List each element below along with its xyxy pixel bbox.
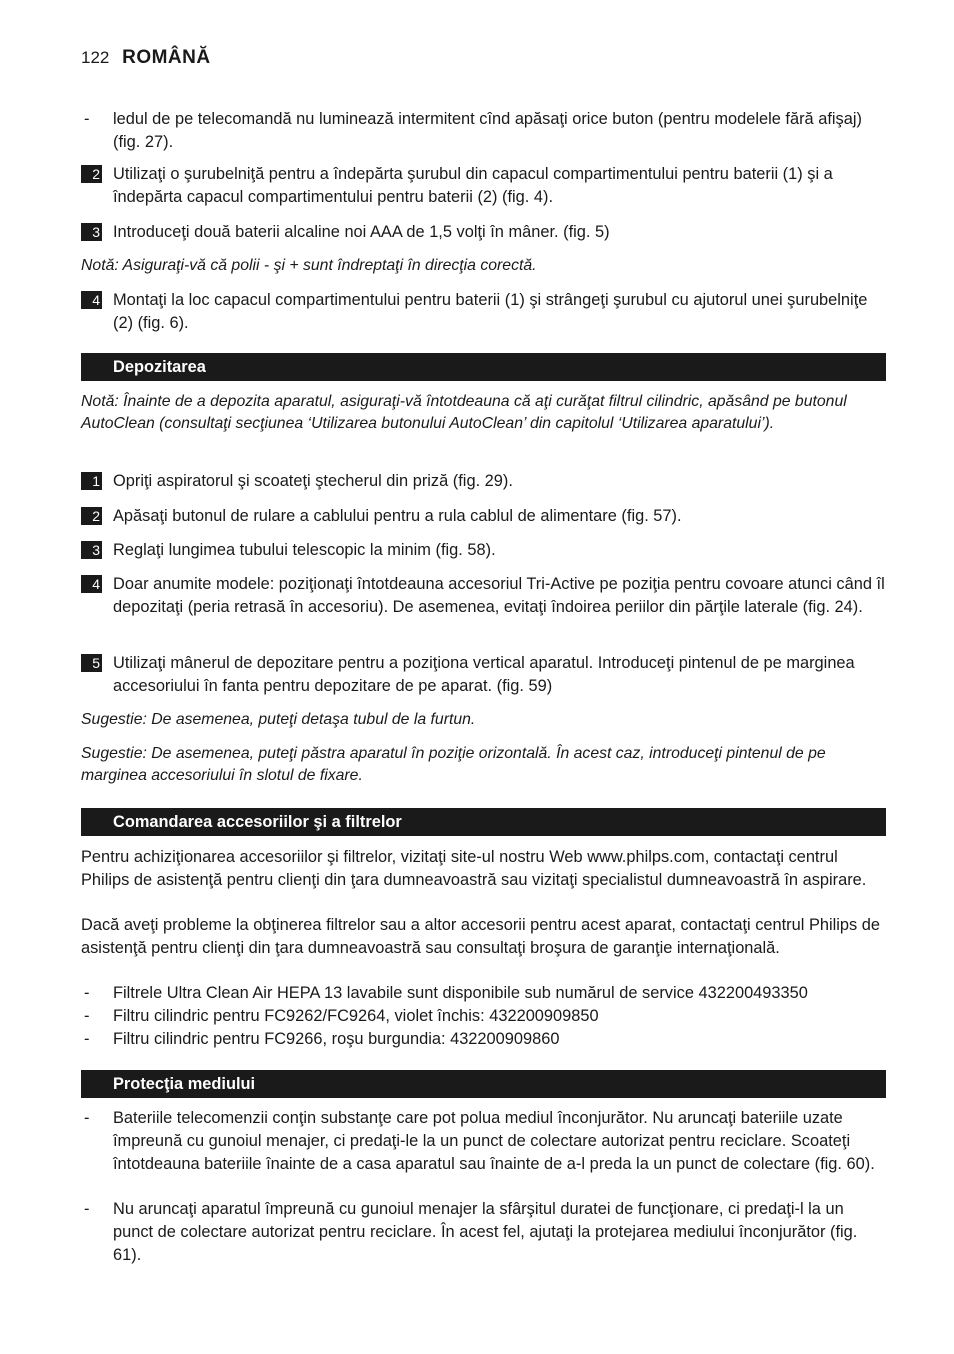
step-number-badge: 2 bbox=[81, 507, 102, 525]
step-2 bbox=[81, 163, 886, 209]
step-number-badge: 1 bbox=[81, 472, 102, 490]
list-item: - Filtru cilindric pentru FC9266, roşu burgundia: 432200909860 bbox=[84, 1030, 560, 1048]
list-item: - Nu aruncaţi aparatul împreună cu gunoiul menajer la sfârşitul duratei de funcţionare, ci predaţi-l la un punct de colectare autorizat pentru reciclare. În acest fel, ajutaţi la protejarea mediului înconjurător (fig. 61). bbox=[84, 1200, 858, 1264]
language-title: ROMÂNĂ bbox=[122, 47, 211, 68]
step-3 bbox=[81, 221, 886, 244]
storage-step-3 bbox=[81, 539, 886, 562]
list-item: - ledul de pe telecomandă nu luminează intermitent cînd apăsaţi orice buton (pentru modelele fără afişaj) (fig. 27). bbox=[84, 110, 862, 151]
list-item: - Filtrele Ultra Clean Air HEPA 13 lavabile sunt disponibile sub numărul de service 432200493350 bbox=[84, 984, 808, 1002]
page-number: 122 bbox=[81, 48, 110, 67]
section-header-environment: Protecţia mediului bbox=[81, 1070, 886, 1098]
step-text: Utilizaţi o şurubelniţă pentru a îndepărta şurubul din capacul compartimentului pentru baterii (1) şi a îndepărta capacul compartimentului pentru baterii (2) (fig. 4). bbox=[113, 165, 833, 206]
step-text: Introduceţi două baterii alcaline noi AAA de 1,5 volţi în mâner. (fig. 5) bbox=[113, 223, 610, 241]
page-header bbox=[81, 47, 211, 69]
storage-step-1 bbox=[81, 470, 886, 493]
list-item-text: Filtrele Ultra Clean Air HEPA 13 lavabile sunt disponibile sub numărul de service 432200493350 bbox=[113, 984, 808, 1002]
list-item: - Filtru cilindric pentru FC9262/FC9264, violet închis: 432200909850 bbox=[84, 1007, 599, 1025]
storage-note: Notă: Înainte de a depozita aparatul, asiguraţi-vă întotdeauna că aţi curăţat filtrul cilindric, apăsând pe butonul AutoClean (consultaţi secţiunea ‘Utilizarea butonului AutoClean’ din capitolul ‘Utilizarea aparatului’). bbox=[81, 393, 847, 432]
step-number-badge: 3 bbox=[81, 541, 102, 559]
storage-tip-1: Sugestie: De asemenea, puteţi detaşa tubul de la furtun. bbox=[81, 711, 476, 728]
step-number-badge: 4 bbox=[81, 291, 102, 309]
step-number-badge: 3 bbox=[81, 223, 102, 241]
list-item-text: Bateriile telecomenzii conţin substanţe care pot polua mediul înconjurător. Nu aruncaţi bateriile uzate împreună cu gunoiul menajer, ci predaţi-le la un punct de colectare autorizat pentru reciclare. Scoateţi întotdeauna bateriile înainte de a casa aparatul sau înainte de a-l preda la un punct de colectare (fig. 60). bbox=[113, 1109, 875, 1173]
step-text: Montaţi la loc capacul compartimentului pentru baterii (1) şi strângeţi şurubul cu ajutorul unei şurubelniţe (2) (fig. 6). bbox=[113, 291, 868, 332]
storage-tip-2: Sugestie: De asemenea, puteţi păstra aparatul în poziţie orizontală. În acest caz, introduceţi pintenul de pe marginea accesoriului în slotul de fixare. bbox=[81, 745, 826, 784]
storage-step-5 bbox=[81, 652, 886, 698]
step-text: Reglaţi lungimea tubului telescopic la minim (fig. 58). bbox=[113, 541, 496, 559]
step-text: Doar anumite modele: poziţionaţi întotdeauna accesoriul Tri-Active pe poziţia pentru covoare atunci când îl depozitaţi (peria retrasă în accesoriu). De asemenea, evitaţi îndoirea periilor din părţile laterale (fig. 24). bbox=[113, 575, 885, 616]
step-number-badge: 5 bbox=[81, 654, 102, 672]
list-item-text: Nu aruncaţi aparatul împreună cu gunoiul menajer la sfârşitul duratei de funcţionare, ci predaţi-l la un punct de colectare autorizat pentru reciclare. În acest fel, ajutaţi la protejarea mediului înconjurător (fig. 61). bbox=[113, 1200, 858, 1264]
step-number-badge: 4 bbox=[81, 575, 102, 593]
step-text: Apăsaţi butonul de rulare a cablului pentru a rula cablul de alimentare (fig. 57). bbox=[113, 507, 682, 525]
step-text: Opriţi aspiratorul şi scoateţi ştecherul din priză (fig. 29). bbox=[113, 472, 513, 490]
section-header-order: Comandarea accesoriilor şi a filtrelor bbox=[81, 808, 886, 836]
list-item-text: Filtru cilindric pentru FC9262/FC9264, violet închis: 432200909850 bbox=[113, 1007, 599, 1025]
list-item: - Bateriile telecomenzii conţin substanţe care pot polua mediul înconjurător. Nu aruncaţi bateriile uzate împreună cu gunoiul menajer, ci predaţi-le la un punct de colectare autorizat pentru reciclare. Scoateţi întotdeauna bateriile înainte de a casa aparatul sau înainte de a-l preda la un punct de colectare (fig. 60). bbox=[84, 1109, 875, 1173]
storage-step-4 bbox=[81, 573, 886, 619]
section-header-storage: Depozitarea bbox=[81, 353, 886, 381]
storage-step-2 bbox=[81, 505, 886, 528]
order-paragraph-1: Pentru achiziţionarea accesoriilor şi filtrelor, vizitaţi site-ul nostru Web www.philps.com, contactaţi centrul Philips de asistenţă pentru clienţi din ţara dumneavoastră sau vizitaţi specialistul dumneavoastră în aspirare. bbox=[81, 848, 867, 889]
list-item-text: ledul de pe telecomandă nu luminează intermitent cînd apăsaţi orice buton (pentru modelele fără afişaj) (fig. 27). bbox=[113, 110, 862, 151]
step-4 bbox=[81, 289, 886, 335]
order-paragraph-2: Dacă aveţi probleme la obţinerea filtrelor sau a altor accesorii pentru acest aparat, contactaţi centrul Philips de asistenţă pentru clienţi din ţara dumneavoastră sau consultaţi broşura de garanţie internaţională. bbox=[81, 916, 881, 957]
step-text: Utilizaţi mânerul de depozitare pentru a poziţiona vertical aparatul. Introduceţi pintenul de pe marginea accesoriului în fanta pentru depozitare de pe aparat. (fig. 59) bbox=[113, 654, 855, 695]
list-item-text: Filtru cilindric pentru FC9266, roşu burgundia: 432200909860 bbox=[113, 1030, 560, 1048]
battery-note: Notă: Asiguraţi-vă că polii - şi + sunt îndreptaţi în direcţia corectă. bbox=[81, 257, 537, 274]
step-number-badge: 2 bbox=[81, 165, 102, 183]
